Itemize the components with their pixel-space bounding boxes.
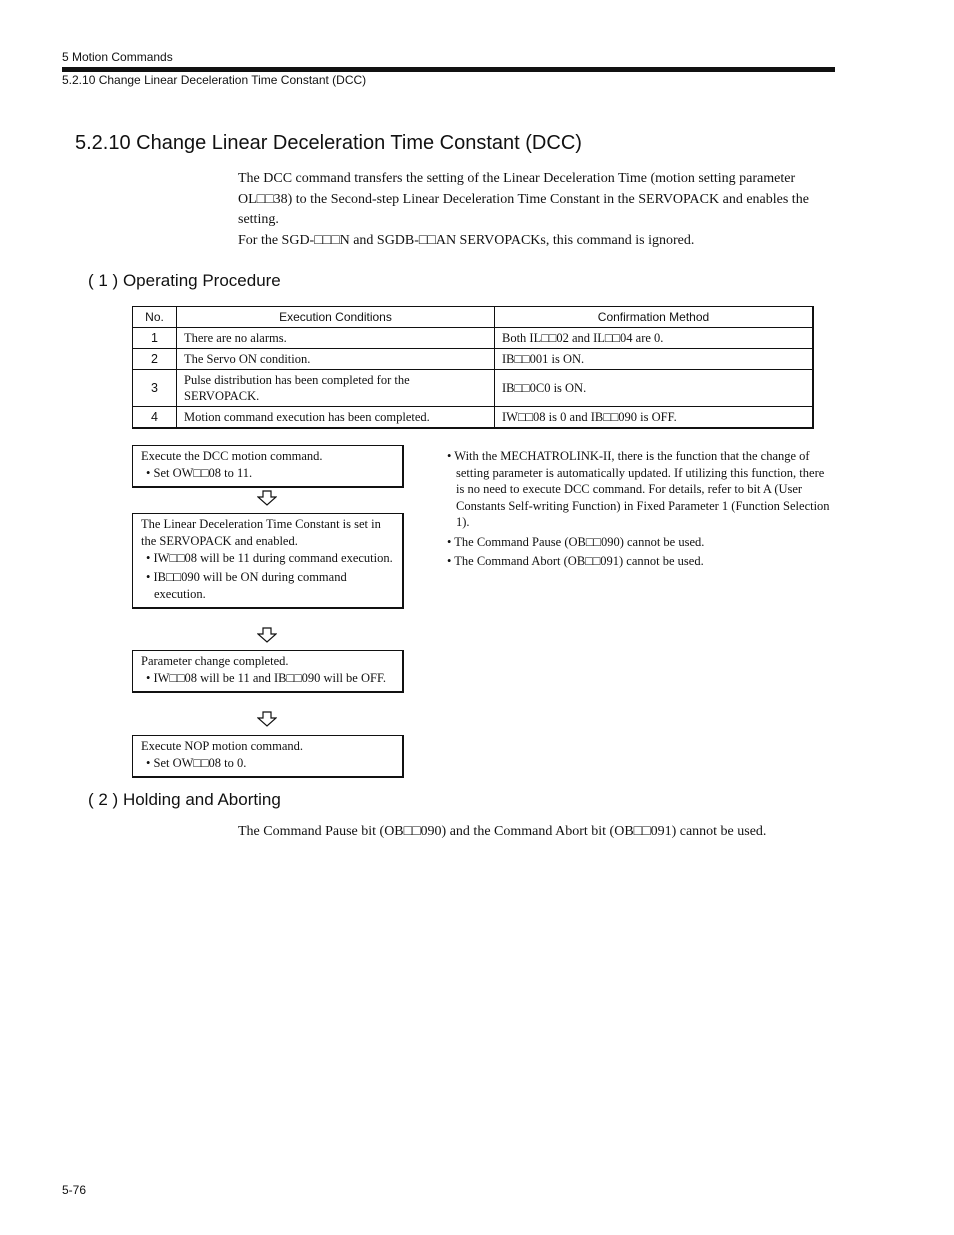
flow-step-text: Execute NOP motion command. <box>141 739 304 753</box>
section-title: 5.2.10 Change Linear Deceleration Time Constant (DCC) <box>75 132 582 154</box>
confirmation-method: IB□□0C0 is ON. <box>495 370 814 407</box>
confirmation-method: Both IL□□02 and IL□□04 are 0. <box>495 328 814 349</box>
flow-step-bullet: • IW□□08 will be 11 during command execution. <box>146 551 393 565</box>
subsection-heading-holding-aborting: ( 2 ) Holding and Aborting <box>88 790 281 809</box>
note-item: • The Command Abort (OB□□091) cannot be used. <box>447 554 704 568</box>
flow-step-text: The Linear Deceleration Time Constant is set in the SERVOPACK and enabled. <box>141 517 381 548</box>
down-arrow-icon <box>257 627 277 643</box>
row-number: 2 <box>133 349 177 370</box>
note-item: • The Command Pause (OB□□090) cannot be used. <box>447 534 705 549</box>
flow-step-constant-set <box>132 513 404 609</box>
row-number: 4 <box>133 407 177 429</box>
down-arrow-icon <box>257 490 277 506</box>
page-number: 5-76 <box>62 1183 87 1197</box>
intro-paragraph-2: For the SGD-□□□N and SGDB-□□AN SERVOPACKs, this command is ignored. <box>238 232 695 248</box>
row-number: 3 <box>133 370 177 407</box>
flow-step-text: Parameter change completed. <box>141 654 289 668</box>
table-row <box>133 349 814 370</box>
row-number: 1 <box>133 328 177 349</box>
holding-aborting-text: The Command Pause bit (OB□□090) and the Command Abort bit (OB□□091) cannot be used. <box>238 824 767 839</box>
flow-step-execute-dcc <box>132 445 404 488</box>
down-arrow-icon <box>257 711 277 727</box>
execution-conditions-table <box>132 306 814 429</box>
column-header-confirmation-method: Confirmation Method <box>495 307 814 328</box>
flow-step-bullet: • IW□□08 will be 11 and IB□□090 will be OFF. <box>146 671 387 685</box>
execution-condition: The Servo ON condition. <box>177 349 495 370</box>
note-item: • With the MECHATROLINK-II, there is the function that the change of setting parameter is automatically updated. If utilizing this function, there is no need to execute DCC command. For details, refer to bit A (User Constants Self-writing Function) in Fixed Parameter 1 (Function Selection 1). <box>447 449 830 529</box>
running-header-section: 5.2.10 Change Linear Deceleration Time Constant (DCC) <box>62 73 367 87</box>
execution-condition: There are no alarms. <box>177 328 495 349</box>
execution-condition: Pulse distribution has been completed for the SERVOPACK. <box>177 370 495 407</box>
column-header-execution-conditions: Execution Conditions <box>177 307 495 328</box>
confirmation-method: IW□□08 is 0 and IB□□090 is OFF. <box>495 407 814 429</box>
intro-text <box>238 169 838 251</box>
table-row <box>133 370 814 407</box>
table-row <box>133 328 814 349</box>
subsection-heading-operating-procedure: ( 1 ) Operating Procedure <box>88 271 281 290</box>
header-rule <box>62 67 835 72</box>
notes-list <box>446 448 834 573</box>
flow-step-bullet: • Set OW□□08 to 0. <box>146 756 247 770</box>
flow-step-execute-nop <box>132 735 404 778</box>
flow-step-bullet: • Set OW□□08 to 11. <box>146 466 253 480</box>
flow-step-bullet: • IB□□090 will be ON during command execution. <box>146 570 347 601</box>
confirmation-method: IB□□001 is ON. <box>495 349 814 370</box>
column-header-no: No. <box>133 307 177 328</box>
execution-condition: Motion command execution has been completed. <box>177 407 495 429</box>
flow-step-text: Execute the DCC motion command. <box>141 449 323 463</box>
table-row <box>133 407 814 429</box>
flow-step-parameter-change-completed <box>132 650 404 693</box>
intro-paragraph-1: The DCC command transfers the setting of the Linear Deceleration Time (motion setting parameter OL□□38) to the Second-step Linear Deceleration Time Constant in the SERVOPACK and enables the setting. <box>238 171 809 227</box>
running-header-chapter: 5 Motion Commands <box>62 50 173 64</box>
